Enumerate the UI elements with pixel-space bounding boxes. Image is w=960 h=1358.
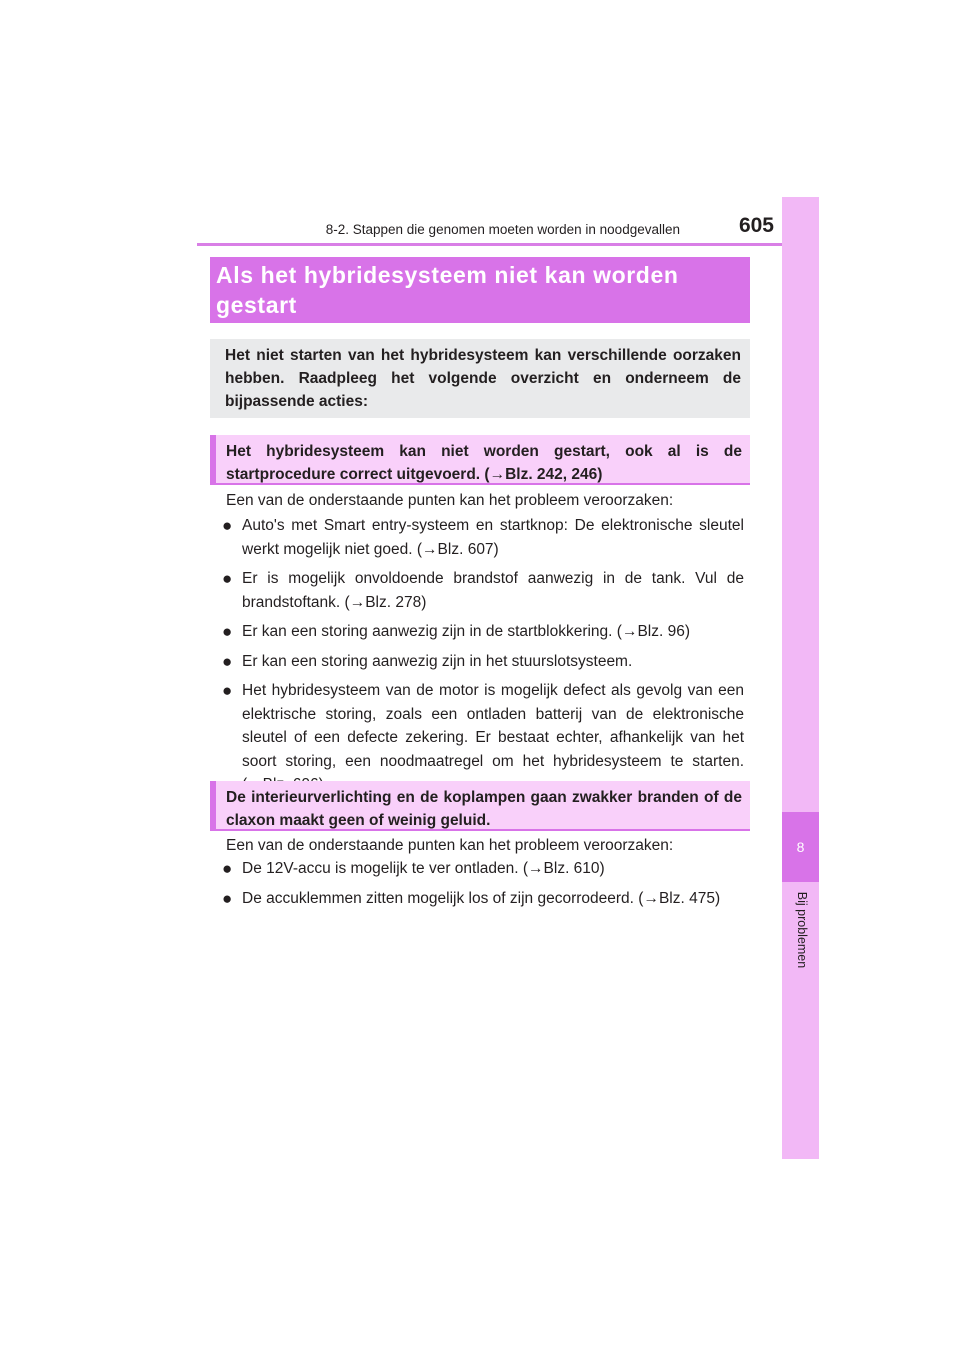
list-item: ● Het hybridesysteem van de motor is mogelijk defect als gevolg van een elektrische storing, zoals een ontladen batterij van de elektronische sleutel of een defecte zekering. Er bestaat echter, afhankelijk van het soort storing, een noodmaatregel om het hybridesysteem te starten.	[222, 681, 744, 770]
bullet-icon: ●	[222, 516, 233, 535]
list-item: ● Auto's met Smart entry-systeem en startknop: De elektronische sleutel werkt mogelijk niet goed. (→Blz. 607)	[222, 516, 744, 558]
case-2-lead: Een van de onderstaande punten kan het probleem veroorzaken:	[226, 837, 674, 854]
intro-box: Het niet starten van het hybridesysteem kan verschillende oorzaken hebben. Raadpleeg het volgende overzicht en onderneem de bijpassende acties:	[210, 339, 750, 418]
section-title: Als het hybridesysteem niet kan worden gestart	[210, 257, 750, 323]
case-2-heading: De interieurverlichting en de koplampen gaan zwakker branden of de claxon maakt geen of weinig geluid.	[210, 781, 750, 831]
bullet-icon: ●	[222, 888, 233, 908]
running-header: 8-2. Stappen die genomen moeten worden in noodgevallen	[325, 222, 680, 237]
chapter-side-tab	[782, 197, 819, 1159]
list-item: ● Er is mogelijk onvoldoende brandstof aanwezig in de tank. Vul de brandstoftank. (→Blz. 278)	[222, 569, 744, 611]
page-number: 605	[738, 214, 774, 237]
chapter-label: Bij problemen	[795, 891, 809, 969]
bullet-icon: ●	[222, 859, 233, 878]
case-1-lead: Een van de onderstaande punten kan het probleem veroorzaken:	[226, 492, 674, 509]
chapter-number-tab: 8	[782, 812, 819, 882]
case-1-heading: Het hybridesysteem kan niet worden gestart, ook al is de startprocedure correct uitgevoerd. (→Blz. 242, 246)	[210, 435, 750, 485]
bullet-icon: ●	[222, 651, 233, 671]
case-1-list	[222, 514, 744, 803]
list-item: ● Er kan een storing aanwezig zijn in de startblokkering. (→Blz. 96)	[222, 620, 744, 644]
bullet-icon: ●	[222, 569, 233, 588]
list-item: ● Er kan een storing aanwezig zijn in het stuurslotsysteem.	[222, 650, 744, 674]
header-rule	[197, 243, 819, 246]
list-item: ● De accuklemmen zitten mogelijk los of zijn gecorrodeerd. (→Blz. 475)	[222, 887, 744, 911]
bullet-icon: ●	[222, 681, 233, 700]
bullet-icon: ●	[222, 622, 233, 641]
list-item: ● De 12V-accu is mogelijk te ver ontladen. (→Blz. 610)	[222, 857, 744, 881]
case-2-list	[222, 857, 744, 916]
